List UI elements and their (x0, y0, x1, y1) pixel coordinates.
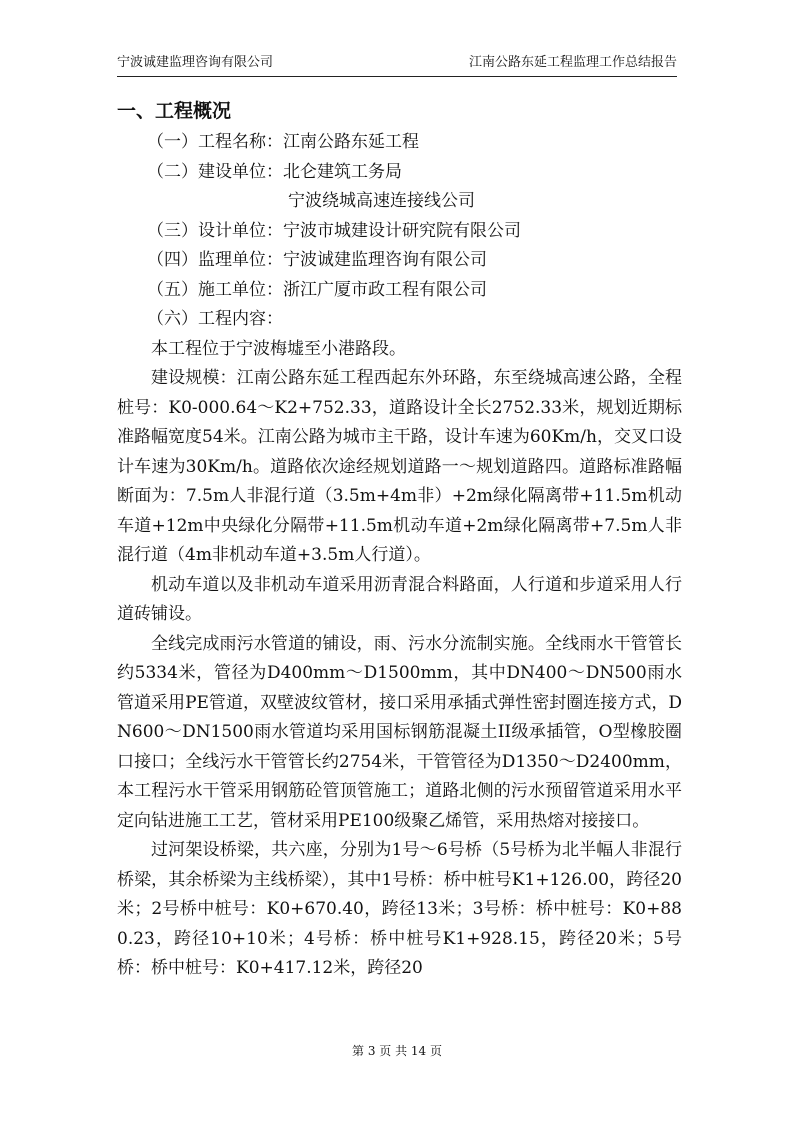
project-name-item: （一）工程名称：江南公路东延工程 (147, 132, 419, 152)
header-report-title: 江南公路东延工程监理工作总结报告 (468, 55, 677, 70)
scope-item: （六）工程内容： (147, 309, 283, 329)
supervisor-item: （四）监理单位：宁波诚建监理咨询有限公司 (147, 250, 487, 270)
page-header (117, 50, 677, 77)
bridge-paragraph: 过河架设桥梁，共六座，分别为1号～6号桥（5号桥为北半幅人非混行桥梁，其余桥梁为主线桥梁），其中1号桥：桥中桩号K1+126.00，跨径20米；2号桥中桩号：K0+670.40，跨径13米；3号桥：桥中桩号：K0+880.23，跨径10+10米；4号桥：桥中桩号K1+928.15，跨径20米；5号桥：桥中桩号：K0+417.12米，跨径20 (117, 840, 682, 978)
scale-paragraph: 建设规模：江南公路东延工程西起东外环路，东至绕城高速公路，全程桩号：K0-000.64～K2+752.33，道路设计全长2752.33米，规划近期标准路幅宽度54米。江南公路为城市主干路，设计车速为60Km/h，交叉口设计车速为30Km/h。道路依次途经规划道路一～规划道路四。道路标准路幅断面为：7.5m人非混行道（3.5m+4m非）+2m绿化隔离带+11.5m机动车道+12m中央绿化分隔带+11.5m机动车道+2m绿化隔离带+7.5m人非混行道（4m非机动车道+3.5m人行道）。 (117, 368, 682, 565)
designer-item: （三）设计单位：宁波市城建设计研究院有限公司 (147, 220, 521, 241)
page-number: 第 3 页 共 14 页 (352, 1044, 442, 1058)
section-heading: 一、工程概况 (117, 100, 232, 122)
owner-item: （二）建设单位：北仑建筑工务局 (147, 161, 402, 182)
pavement-paragraph: 机动车道以及非机动车道采用沥青混合料路面，人行道和步道采用人行道砖铺设。 (117, 574, 682, 624)
header-company: 宁波诚建监理咨询有限公司 (117, 55, 274, 70)
contractor-item: （五）施工单位：浙江广厦市政工程有限公司 (147, 279, 487, 300)
document-body (117, 96, 682, 984)
pipeline-paragraph: 全线完成雨污水管道的铺设，雨、污水分流制实施。全线雨水干管管长约5334米，管径为D400mm～D1500mm，其中DN400～DN500雨水管道采用PE管道，双壁波纹管材，接口采用承插式弹性密封圈连接方式，DN600～DN1500雨水管道均采用国标钢筋混凝土II级承插管，O型橡胶圈口接口；全线污水干管管长约2754米，干管管径为D1350～D2400mm，本工程污水干管采用钢筋砼管顶管施工；道路北侧的污水预留管道采用水平定向钻进施工工艺，管材采用PE100级聚乙烯管，采用热熔对接接口。 (117, 633, 682, 831)
location-paragraph: 本工程位于宁波梅墟至小港路段。 (151, 338, 406, 359)
owner-item-continued: 宁波绕城高速连接线公司 (288, 191, 475, 211)
